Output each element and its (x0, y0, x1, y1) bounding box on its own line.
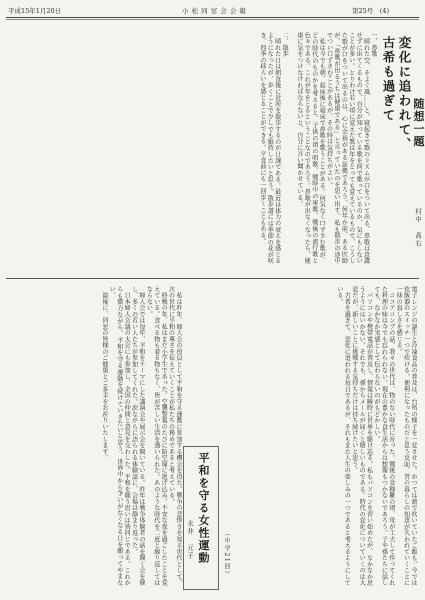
article1-author: 村中 高右 (414, 208, 422, 248)
article1-title-line2: 変化に追われて、 (397, 36, 412, 152)
article3-body: 私は昨年、婦人会の役員として平和を守る運動に参加する機会を得た。戦争の悲惨さを知る世代として、次の世代に平和の尊さを伝えていくことが私たちの務めであると考えている。 終戦の年、私はまだ小学生であった。空襲警報のたびに防空壕に逃げ込み、不安な夜を過ごしたことを覚えている。食べる物も着る物もなく、皆が苦しい生活を強いられた。あのような時代を二度と繰り返してはならない。 婦人会では毎年、平和をテーマにした講演会や展示会を開いている。昨年は戦争体験者の話を聞く会を催し、多くの若い人たちが参加してくれた。涙ながらに語られる体験談に、会場は静まり返った。 日本婦人会議の大会にも参加し、全国の仲間と意見を交わした。平和を願う思いは皆同じである。これからも微力ながら、平和を守る運動を続けていきたいと思う。世界中から争いがなくなる日を願ってやまない。 最後に、同窓の皆様のご健康とご多幸をお祈りいたします。 (100, 286, 182, 586)
article1-body: 一、鼻歌 晴れた空、そよぐ風……と、寝起きで歌のリズムが口をついて出る。鼻歌は意識せずに出てくるもので、自分が知っている歌を何で歌っているのか、気にもしないことが多い。とりわけ若い頃に覚えた歌は年をとっても覚えているもので、こうした歌が口をついて出るのは、心に余裕がある証拠であろう。何年か前、ある医師が、「鼻歌が出るうちは健康である」と言っていたのを思い出す。私も散歩の途中でつい口ずさむことがあるが、その時は気持ちがよい。 私は今でも朝、起床後に寝床で鼻歌を歌うことがある。何気なく口ずさむ歌が、どの時代のものかを考えると、子供の頃の唱歌、戦時中の軍歌、戦後の流行歌と色々である。これが年をとるということなのであろう。鼻歌が出なくなったら、健康に気をつけなければならないと、自分に言い聞かせている。 二、散歩 晴れた日は朝食後に近所を散歩するのが日課である。最近は体力の衰えを感じるようになったが、歩くことで少しでも維持したいと思う。散歩道には季節の花が咲き、四季の移ろいを感じることができる。夕食前にも一回歩くこともある。 (258, 32, 377, 264)
article3-author: 永井 元子 (186, 520, 194, 560)
newsletter-title: 小 松 同 窓 会 会 報 (182, 7, 247, 15)
article1-title-line1: 古希も過ぎて (381, 36, 396, 123)
issue-number: 第25号 (4) (352, 7, 389, 15)
article1-title-line3: 随想一題 (412, 98, 425, 148)
header-rule (6, 17, 419, 20)
issue-date: 平成15年1月20日 (8, 7, 62, 15)
article3-class-note: （中学21回） (223, 530, 230, 579)
section-divider (6, 278, 419, 279)
article2-body: 電子レンジの誕生と冷凍食品の普及は、台所の様子を一変させた。かつては薪で炊いていたご飯も、今では炊飯器のスイッチ一つで炊ける。便利になったものだと思う反面、昔の暮らしの知恵が失われていくことに一抹の寂しさを感じる。 ココアコンブの話。我々の世代は、物のない時代に育った。戦後の食糧難の頃、母が工夫して作ってくれた料理の味は今でも忘れられない。現在の豊かな食生活からは想像もつかないであろう。子や孫たちに話しても、なかなか実感として伝わらないのがもどかしい。 パソコンや携帯電話が普及し、情報は瞬時に世界を駆け巡る。私もパソコンを習い始めたが、なかなか思うようにはいかない。それでも、孫からメールが届くと嬉しいものである。時代の変化についていくのは大変だが、新しいことに挑戦する気持ちだけは持ち続けたいと思う。 古希を過ぎて、変化に追われる毎日であるが、それもまた人生の楽しみの一つであると考えるようにしている。 (335, 286, 417, 586)
article3-title: 平和を守る女性運動 (197, 452, 210, 565)
